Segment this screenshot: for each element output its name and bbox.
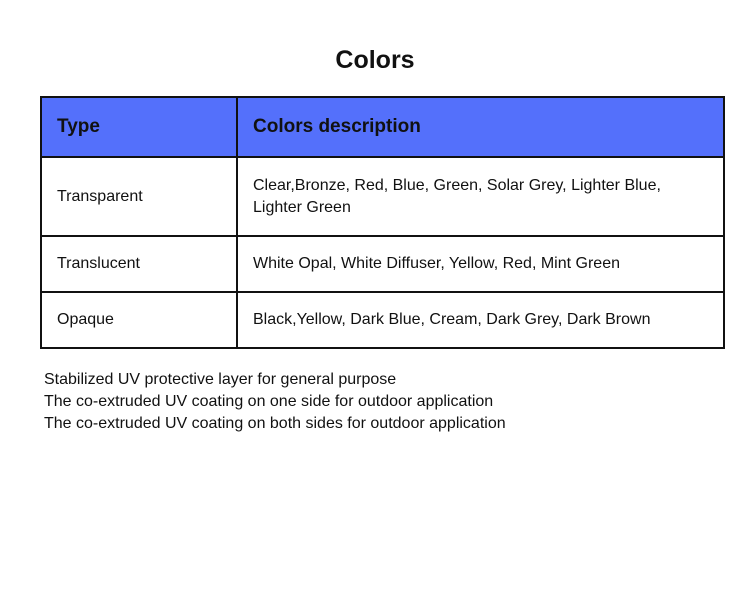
note-item: Stabilized UV protective layer for general purpose [44,371,397,388]
table-header-row [41,97,724,157]
description-cell: Black,Yellow, Dark Blue, Cream, Dark Grey, Dark Brown [237,292,724,348]
colors-table [40,96,725,349]
type-cell: Translucent [41,236,237,292]
column-header-colors-description: Colors description [237,97,724,157]
table-row [41,292,724,348]
type-cell: Opaque [41,292,237,348]
uv-notes-list [44,369,724,435]
table-row [41,157,724,236]
table-row [41,236,724,292]
note-item: The co-extruded UV coating on one side for outdoor application [44,393,494,410]
page-title: Colors [335,46,415,74]
column-header-type: Type [41,97,237,157]
type-cell: Transparent [41,157,237,236]
description-cell: Clear,Bronze, Red, Blue, Green, Solar Grey, Lighter Blue, Lighter Green [237,157,724,236]
note-item: The co-extruded UV coating on both sides for outdoor application [44,415,506,432]
description-cell: White Opal, White Diffuser, Yellow, Red, Mint Green [237,236,724,292]
